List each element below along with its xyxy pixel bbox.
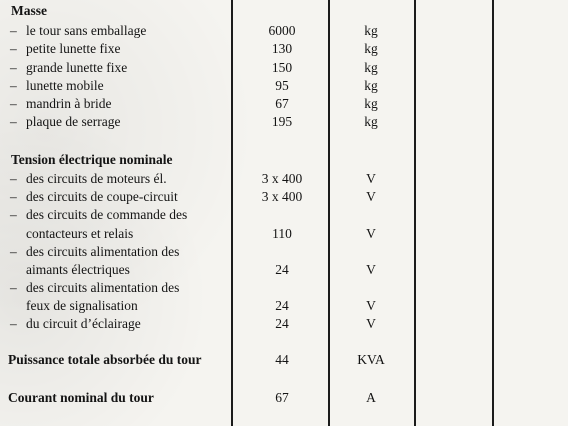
row-unit: V — [366, 189, 376, 204]
row-unit: V — [366, 316, 376, 331]
row-label: – lunette mobile — [10, 77, 104, 95]
row-label: – mandrin à bride — [10, 95, 111, 113]
table-row — [0, 22, 568, 40]
row-unit: V — [366, 298, 376, 313]
total-value: 67 — [275, 390, 289, 405]
row-value: 3 x 400 — [261, 189, 303, 204]
row-value: 24 — [275, 298, 289, 313]
row-unit: kg — [364, 96, 378, 111]
row-label: – des circuits de coupe-circuit — [10, 188, 178, 206]
row-label: – plaque de serrage — [10, 113, 120, 131]
row-value: 150 — [271, 60, 293, 75]
section-heading-row — [0, 2, 568, 20]
row-label-continuation: contacteurs et relais — [26, 226, 134, 241]
total-unit: A — [366, 390, 376, 405]
row-value: 24 — [275, 316, 289, 331]
table-row — [0, 59, 568, 77]
table-row — [0, 279, 568, 297]
table-row — [0, 77, 568, 95]
row-unit: kg — [364, 23, 378, 38]
row-unit: kg — [364, 60, 378, 75]
row-value: 3 x 400 — [261, 171, 303, 186]
table-row-continuation — [0, 225, 568, 243]
table-row — [0, 188, 568, 206]
table-row — [0, 315, 568, 333]
table-row — [0, 170, 568, 188]
row-label-continuation: feux de signalisation — [26, 298, 138, 313]
row-value: 95 — [275, 78, 289, 93]
row-unit: kg — [364, 114, 378, 129]
row-unit: V — [366, 262, 376, 277]
row-label: – des circuits alimentation des — [10, 243, 179, 261]
table-row-continuation — [0, 261, 568, 279]
table-row — [0, 243, 568, 261]
total-label: Courant nominal du tour — [8, 390, 154, 405]
row-label: – des circuits de moteurs él. — [10, 170, 167, 188]
section-heading: Tension électrique nominale — [11, 152, 173, 167]
row-value: 6000 — [268, 23, 296, 38]
row-unit: V — [366, 171, 376, 186]
row-label: – du circuit d’éclairage — [10, 315, 141, 333]
row-value: 24 — [275, 262, 289, 277]
row-value: 130 — [271, 41, 293, 56]
row-unit: V — [366, 226, 376, 241]
total-row — [0, 351, 568, 369]
row-unit: kg — [364, 78, 378, 93]
table-row — [0, 40, 568, 58]
table-row — [0, 113, 568, 131]
section-heading-row — [0, 151, 568, 169]
total-value: 44 — [275, 352, 289, 367]
total-unit: KVA — [357, 352, 385, 367]
section-heading: Masse — [11, 3, 47, 18]
row-label: – des circuits de commande des — [10, 206, 187, 224]
total-row — [0, 389, 568, 407]
row-unit: kg — [364, 41, 378, 56]
row-label-continuation: aimants électriques — [26, 262, 130, 277]
row-label: – petite lunette fixe — [10, 40, 120, 58]
table-row — [0, 95, 568, 113]
row-value: 67 — [275, 96, 289, 111]
row-value: 195 — [271, 114, 293, 129]
table-row-continuation — [0, 297, 568, 315]
table-row — [0, 206, 568, 224]
row-label: – des circuits alimentation des — [10, 279, 179, 297]
total-label: Puissance totale absorbée du tour — [8, 352, 202, 367]
row-label: – le tour sans emballage — [10, 22, 146, 40]
row-label: – grande lunette fixe — [10, 59, 127, 77]
row-value: 110 — [272, 226, 292, 241]
